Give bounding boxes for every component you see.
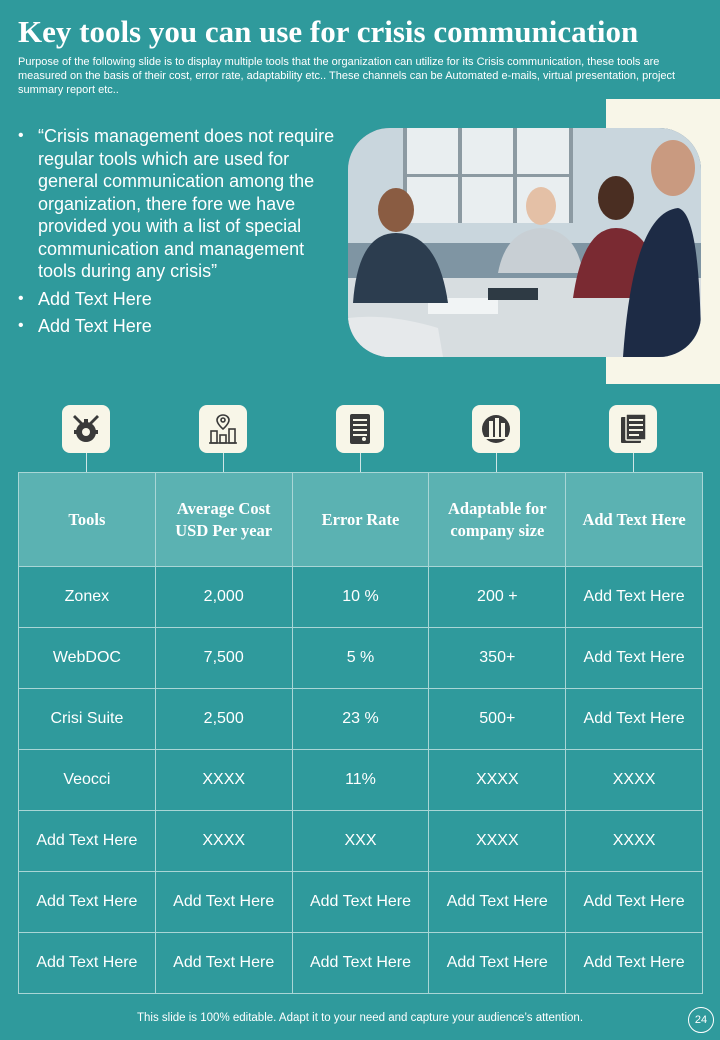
table-cell: Add Text Here [155, 872, 292, 933]
table-cell: XXXX [429, 811, 566, 872]
table-cell: Add Text Here [19, 872, 156, 933]
table-cell: Add Text Here [429, 933, 566, 994]
table-cell: Add Text Here [566, 567, 703, 628]
icon-connector [223, 453, 224, 473]
table-header-row [19, 473, 703, 567]
tools-gear-icon [62, 405, 110, 453]
page-number: 24 [688, 1007, 714, 1033]
table-cell: Add Text Here [429, 872, 566, 933]
table-cell: 10 % [292, 567, 429, 628]
table-row [19, 689, 703, 750]
table-cell: Add Text Here [566, 872, 703, 933]
column-header: Adaptable for company size [429, 473, 566, 567]
table-cell: 7,500 [155, 628, 292, 689]
table-cell: Add Text Here [566, 628, 703, 689]
slide-title: Key tools you can use for crisis communication [18, 14, 639, 49]
table-row [19, 750, 703, 811]
table-cell: Add Text Here [19, 811, 156, 872]
bullet-item: • Add Text Here [18, 315, 343, 338]
checklist-document-icon [336, 405, 384, 453]
slide-subtitle: Purpose of the following slide is to display multiple tools that the organization can utilize for its Crisis communication, these tools are measured on the basis of their cost, error rate, adaptability etc.. These channels can be Automated e-mails, virtual presentation, project summary report etc.. [18, 56, 676, 96]
table-cell: Add Text Here [292, 933, 429, 994]
table-cell: Add Text Here [566, 933, 703, 994]
table-cell: 350+ [429, 628, 566, 689]
table-cell: 11% [292, 750, 429, 811]
table-row [19, 811, 703, 872]
table-cell: Crisi Suite [19, 689, 156, 750]
table-cell: XXXX [429, 750, 566, 811]
documents-icon [609, 405, 657, 453]
city-map-icon [199, 405, 247, 453]
icon-connector [360, 453, 361, 473]
table-cell: XXXX [155, 750, 292, 811]
footer-note: This slide is 100% editable. Adapt it to your need and capture your audience’s attention. [136, 1012, 584, 1024]
table-cell: 200 + [429, 567, 566, 628]
bullet-item: • Add Text Here [18, 288, 343, 311]
table-cell: XXXX [566, 811, 703, 872]
tools-comparison-table [18, 472, 703, 994]
table-cell: Zonex [19, 567, 156, 628]
icon-connector [496, 453, 497, 473]
table-cell: XXXX [155, 811, 292, 872]
table-cell: 5 % [292, 628, 429, 689]
table-row [19, 933, 703, 994]
icon-connector [633, 453, 634, 473]
globe-building-icon [472, 405, 520, 453]
table-cell: 2,000 [155, 567, 292, 628]
table-row [19, 567, 703, 628]
tool-icons-row [0, 405, 720, 473]
table-cell: Veocci [19, 750, 156, 811]
table-cell: WebDOC [19, 628, 156, 689]
table-cell: Add Text Here [292, 872, 429, 933]
table-cell: 2,500 [155, 689, 292, 750]
table-cell: Add Text Here [566, 689, 703, 750]
table-cell: XXXX [566, 750, 703, 811]
table-row [19, 872, 703, 933]
icon-connector [86, 453, 87, 473]
table-cell: Add Text Here [155, 933, 292, 994]
column-header: Add Text Here [566, 473, 703, 567]
table-row [19, 628, 703, 689]
column-header: Tools [19, 473, 156, 567]
table-cell: 23 % [292, 689, 429, 750]
table-cell: XXX [292, 811, 429, 872]
table-cell: 500+ [429, 689, 566, 750]
column-header: Error Rate [292, 473, 429, 567]
table-cell: Add Text Here [19, 933, 156, 994]
bullet-quote: • “Crisis management does not require regular tools which are used for general communication among the organization, there fore we have provided you with a list of special communication and management tools during any crisis” [18, 125, 343, 283]
column-header: Average Cost USD Per year [155, 473, 292, 567]
bullet-list [18, 125, 343, 343]
team-meeting-photo [348, 128, 701, 357]
